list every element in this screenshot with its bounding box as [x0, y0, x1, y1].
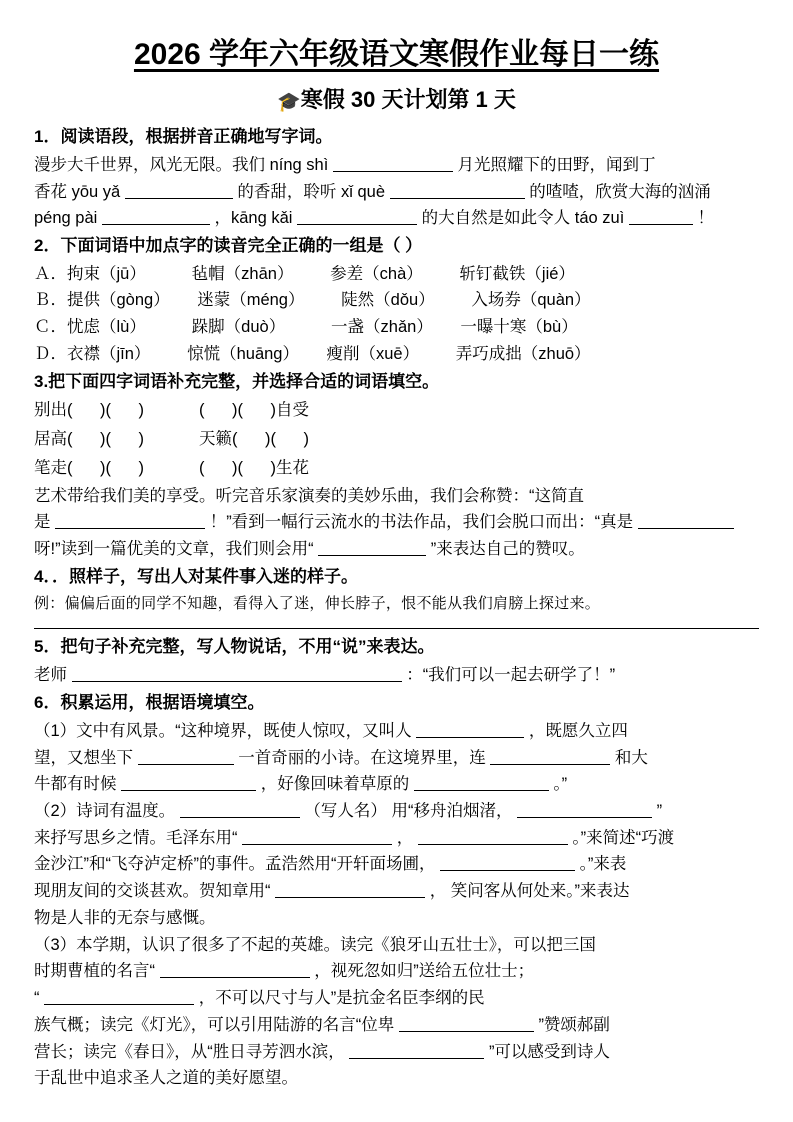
question-6-sub-1-line-1	[34, 718, 759, 745]
question-1-line-1	[34, 152, 759, 179]
q6-1-text-e: 和大	[614, 748, 648, 767]
question-3-row-2[interactable]: 居高( )( ) 天籁( )( )	[34, 430, 309, 449]
q6-3-text-c: ，视死忽如归”送给五位壮士；	[314, 962, 535, 981]
q6-3-text-b: 时期曹植的名言“	[34, 962, 155, 981]
question-6-heading: 6．积累运用，根据语境填空。	[34, 693, 265, 713]
q3-text-c: ！”看到一幅行云流水的书法作品，我们会脱口而出：“真是	[209, 513, 634, 532]
question-6-sub-3-line-6: 于乱世中追求圣人之道的美好愿望。	[34, 1069, 298, 1088]
q1-text-h: 的大自然是如此令人 táo zuì	[421, 209, 625, 228]
q1-text-d: 的香甜，聆听 xǐ què	[237, 182, 386, 201]
question-4-example: 例：偏偏后面的同学不知趣，看得入了迷，伸长脖子，恨不能从我们肩膀上探过来。	[34, 594, 601, 612]
question-2	[34, 234, 759, 368]
page-title: 2026 学年六年级语文寒假作业每日一练	[133, 38, 660, 71]
q6-1-text-d: 一首奇丽的小诗。在这境界里，连	[238, 748, 486, 767]
q6-2-text-f: 。”来简述“巧渡	[572, 828, 675, 847]
q1-text-b: 月光照耀下的田野，闻到丁	[457, 155, 656, 174]
blank-field[interactable]	[160, 961, 310, 979]
blank-field[interactable]	[416, 720, 524, 738]
question-1	[34, 125, 759, 232]
question-3-paragraph-line-3	[34, 536, 759, 563]
blank-field[interactable]	[121, 774, 256, 792]
blank-field[interactable]	[242, 827, 392, 845]
question-2-option-b[interactable]: Ｂ．提供（gòng） 迷蒙（méng） 陡然（dǒu） 入场券（quàn）	[34, 291, 591, 310]
q1-text-g: ，kāng kǎi	[214, 209, 293, 228]
blank-field[interactable]	[440, 854, 575, 872]
q6-3-text-e: ，不可以尺寸与人”是抗金名臣李纲的民	[198, 989, 485, 1008]
question-3	[34, 370, 759, 563]
question-4	[34, 565, 759, 629]
question-6-sub-1-line-3	[34, 771, 759, 798]
answer-rule[interactable]	[34, 628, 759, 629]
q1-text-f: péng pài	[34, 209, 98, 228]
question-1-heading: 1．阅读语段，根据拼音正确地写字词。	[34, 127, 333, 147]
q6-2-text-h: 。”来表	[579, 855, 627, 874]
q6-1-text-a: （1）文中有风景。“这种境界，既使人惊叹，又叫人	[34, 721, 412, 740]
blank-field[interactable]	[490, 747, 610, 765]
question-2-option-c[interactable]: Ｃ．忧虑（lù） 跺脚（duò） 一盏（zhǎn） 一曝十寒（bù）	[34, 318, 578, 337]
q6-3-text-f: 族气概；读完《灯光》，可以引用陆游的名言“位卑	[34, 1015, 395, 1034]
blank-field[interactable]	[638, 512, 734, 530]
question-2-option-a[interactable]: Ａ．拘束（jū） 毡帽（zhān） 参差（chà） 斩钉截铁（jié）	[34, 264, 575, 283]
question-6-sub-3-line-1: （3）本学期，认识了很多了不起的英雄。读完《狼牙山五壮士》，可以把三国	[34, 935, 596, 954]
question-2-heading: 2．下面词语中加点字的读音完全正确的一组是（ ）	[34, 235, 423, 255]
question-6-sub-2-line-5: 物是人非的无奈与感慨。	[34, 908, 216, 927]
blank-field[interactable]	[125, 181, 233, 199]
q3-text-b: 是	[34, 513, 51, 532]
q6-3-text-g: ”赞颂郝副	[538, 1015, 610, 1034]
blank-field[interactable]	[297, 208, 417, 226]
q6-2-text-g: 金沙江”和“飞夺泸定桥”的事件。孟浩然用“开轩面场圃，	[34, 855, 436, 874]
q6-2-text-j: ， 笑问客从何处来。”来表达	[429, 882, 630, 901]
question-6-sub-2-line-3	[34, 851, 759, 878]
question-3-row-3[interactable]: 笔走( )( ) ( )( )生花	[34, 458, 309, 477]
question-3-paragraph-line-2	[34, 509, 759, 536]
q6-2-text-a: （2）诗词有温度。	[34, 802, 176, 821]
blank-field[interactable]	[138, 747, 234, 765]
question-5	[34, 635, 759, 690]
q6-1-text-g: ，好像回味着草原的	[260, 775, 410, 794]
q1-text-e: 的喳喳，欣赏大海的汹涌	[529, 182, 711, 201]
q6-2-text-c: ”	[656, 802, 663, 821]
blank-field[interactable]	[390, 181, 525, 199]
q1-text-i: ！	[697, 209, 714, 228]
blank-field[interactable]	[517, 801, 652, 819]
blank-field[interactable]	[399, 1014, 534, 1032]
q3-text-d: 呀!”读到一篇优美的文章，我们则会用“	[34, 540, 314, 559]
question-3-paragraph-line-1: 艺术带给我们美的享受。听完音乐家演奏的美妙乐曲，我们会称赞：“这简直	[34, 486, 584, 505]
q1-text-a: 漫步大千世界，风光无限。我们 níng shì	[34, 155, 329, 174]
question-6-sub-3-line-4	[34, 1012, 759, 1039]
q6-2-text-i: 现朋友间的交谈甚欢。贺知章用“	[34, 882, 271, 901]
page-subtitle	[34, 86, 759, 116]
q5-text-b: ：“我们可以一起去研学了！”	[406, 666, 616, 685]
page-subtitle-text: 寒假 30 天计划第 1 天	[300, 86, 516, 112]
question-6	[34, 691, 759, 1092]
blank-field[interactable]	[102, 208, 210, 226]
q6-2-text-b: （写人名） 用“移舟泊烟渚，	[304, 802, 513, 821]
blank-field[interactable]	[275, 881, 425, 899]
q6-3-text-h: 营长；读完《春日》，从“胜日寻芳泗水滨，	[34, 1042, 345, 1061]
question-4-heading: 4．．照样子，写出人对某件事入迷的样子。	[34, 566, 358, 586]
q6-2-text-d: 来抒写思乡之情。毛泽东用“	[34, 828, 238, 847]
question-6-sub-2-line-1	[34, 798, 759, 825]
question-5-heading: 5．把句子补充完整，写人物说话，不用“说”来表达。	[34, 636, 435, 656]
question-1-line-2	[34, 179, 759, 206]
question-6-sub-2-line-4	[34, 878, 759, 905]
blank-field[interactable]	[72, 665, 402, 683]
question-6-sub-1-line-2	[34, 745, 759, 772]
blank-field[interactable]	[318, 539, 426, 557]
question-6-sub-3-line-2	[34, 958, 759, 985]
question-2-option-d[interactable]: Ｄ．衣襟（jīn） 惊慌（huāng） 瘦削（xuē） 弄巧成拙（zhuō）	[34, 344, 591, 363]
blank-field[interactable]	[180, 801, 300, 819]
question-6-sub-3-line-3	[34, 985, 759, 1012]
question-6-sub-2-line-2	[34, 825, 759, 852]
blank-field[interactable]	[44, 988, 194, 1006]
blank-field[interactable]	[349, 1041, 484, 1059]
question-1-line-3	[34, 205, 759, 232]
blank-field[interactable]	[55, 512, 205, 530]
blank-field[interactable]	[333, 154, 453, 172]
question-6-sub-3-line-5	[34, 1039, 759, 1066]
blank-field[interactable]	[418, 827, 568, 845]
q6-1-text-c: 望，又想坐下	[34, 748, 133, 767]
blank-field[interactable]	[414, 774, 549, 792]
question-3-heading: 3.把下面四字词语补充完整，并选择合适的词语填空。	[34, 371, 440, 391]
q6-3-text-d: “	[34, 989, 40, 1008]
q6-3-text-i: ”可以感受到诗人	[488, 1042, 610, 1061]
q6-1-text-b: ，既愿久立四	[528, 721, 628, 740]
q6-1-text-f: 牛都有时候	[34, 775, 117, 794]
q3-text-e: ”来表达自己的赞叹。	[430, 540, 585, 559]
question-5-answer-line	[34, 661, 759, 689]
question-3-row-1[interactable]: 别出( )( ) ( )( )自受	[34, 401, 309, 420]
q5-text-a: 老师	[34, 666, 67, 685]
graduation-cap-icon: 🎓	[277, 91, 301, 113]
q6-2-text-e: ，	[396, 828, 414, 847]
q6-1-text-h: 。”	[553, 775, 568, 794]
q1-text-c: 香花 yōu yǎ	[34, 182, 121, 201]
blank-field[interactable]	[629, 208, 693, 226]
